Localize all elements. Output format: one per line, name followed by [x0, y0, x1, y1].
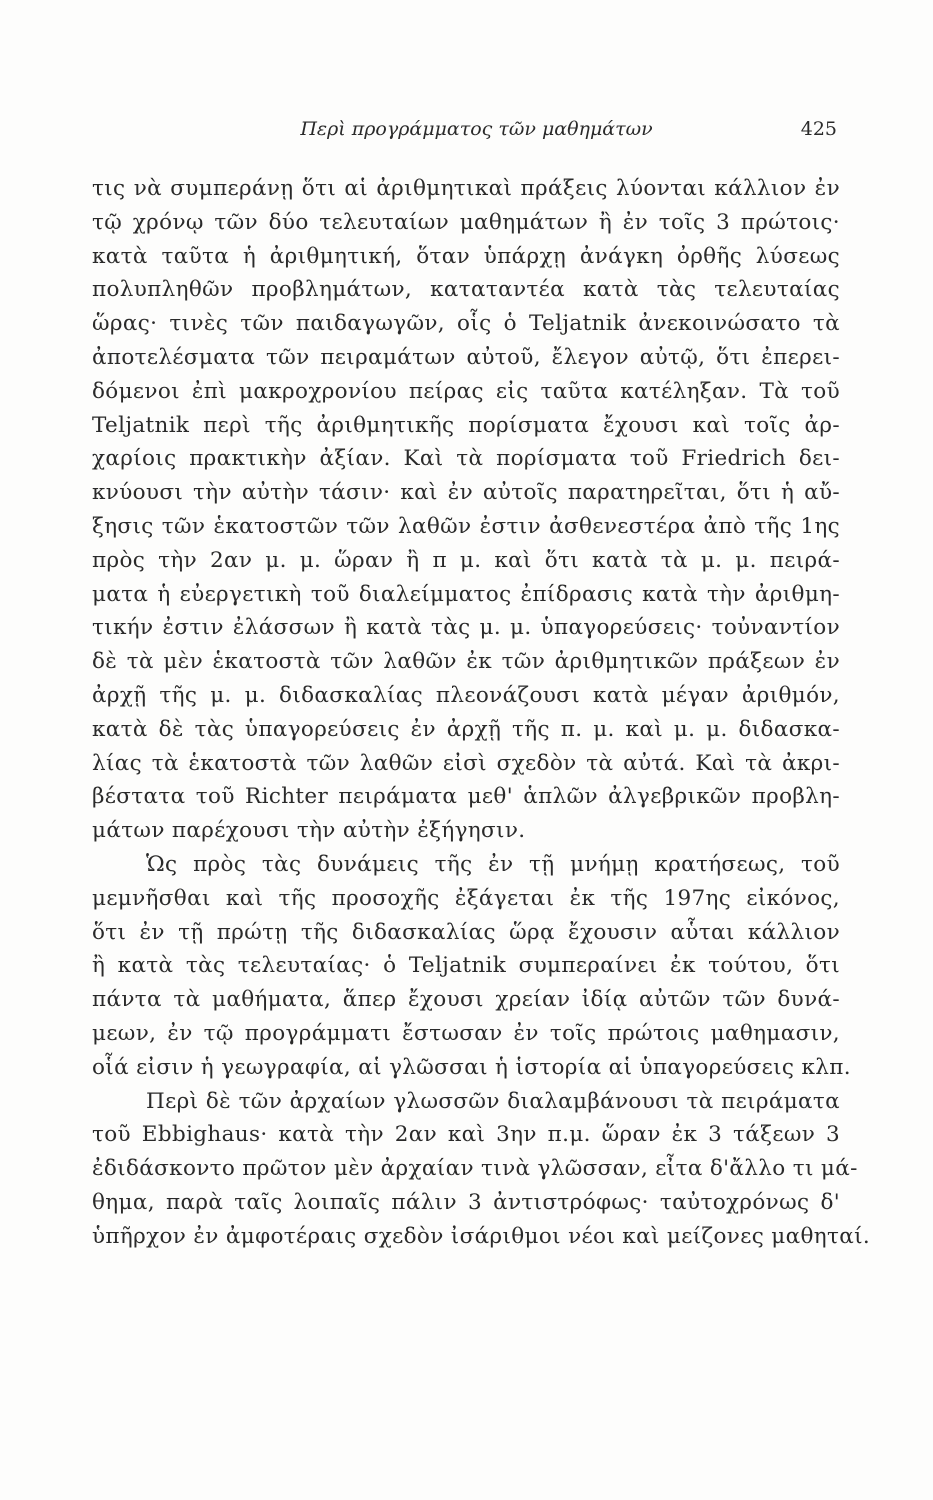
text-line: ἐδιδάσκοντο πρῶτον μὲν ἀρχαίαν τινὰ γλῶσσαν, εἶτα δ'ἄλλο τι μά- — [92, 1156, 858, 1182]
text-line: δόμενοι ἐπὶ μακροχρονίου πείρας εἰς ταῦτα κατέληξαν. Τὰ τοῦ — [92, 378, 840, 404]
text-line: ὥρας· τινὲς τῶν παιδαγωγῶν, οἷς ὁ Teljatnik ἀνεκοινώσατο τὰ — [92, 311, 840, 337]
text-line: τοῦ Ebbighaus· κατὰ τὴν 2αν καὶ 3ην π.μ. ὥραν ἐκ 3 τάξεων 3 — [92, 1122, 840, 1148]
text-line: ἢ κατὰ τὰς τελευταίας· ὁ Teljatnik συμπεραίνει ἐκ τούτου, ὅτι — [92, 953, 840, 979]
text-line: Ὡς πρὸς τὰς δυνάμεις τῆς ἐν τῇ μνήμῃ κρατήσεως, τοῦ — [146, 851, 840, 877]
text-line: τις νὰ συμπεράνῃ ὅτι αἱ ἀριθμητικαὶ πράξεις λύονται κάλλιον ἐν — [92, 176, 840, 201]
paragraph-container — [92, 172, 871, 1254]
text-line: οἷά εἰσιν ἡ γεωγραφία, αἱ γλῶσσαι ἡ ἱστορία αἱ ὑπαγορεύσεις κλπ. — [92, 1054, 851, 1080]
body-text — [92, 172, 871, 1254]
text-line: ἀποτελέσματα τῶν πειραμάτων αὐτοῦ, ἔλεγον αὐτῷ, ὅτι ἐπερει- — [92, 344, 840, 370]
paragraph — [92, 172, 840, 848]
paragraph — [92, 848, 851, 1085]
text-line: πρὸς τὴν 2αν μ. μ. ὥραν ἢ π μ. καὶ ὅτι κατὰ τὰ μ. μ. πειρά- — [92, 547, 840, 573]
text-line: κνύουσι τὴν αὐτὴν τάσιν· καὶ ἐν αὐτοῖς παρατηρεῖται, ὅτι ἡ αὔ- — [92, 480, 840, 506]
text-line: μεων, ἐν τῷ προγράμματι ἔστωσαν ἐν τοῖς πρώτοις μαθημασιν, — [92, 1020, 840, 1046]
text-line: ὅτι ἐν τῇ πρώτῃ τῆς διδασκαλίας ὥρᾳ ἔχουσιν αὗται κάλλιον — [92, 919, 840, 945]
text-line: μάτων παρέχουσι τὴν αὐτὴν ἐξήγησιν. — [92, 818, 526, 844]
text-line: τικήν ἐστιν ἐλάσσων ἢ κατὰ τὰς μ. μ. ὑπαγορεύσεις· τοὐναντίον — [92, 615, 840, 641]
paragraph — [92, 1085, 871, 1254]
text-line: μεμνῆσθαι καὶ τῆς προσοχῆς ἐξάγεται ἐκ τῆς 197ης εἰκόνος, — [92, 885, 840, 911]
text-line: χαρίοις πρακτικὴν ἀξίαν. Καὶ τὰ πορίσματα τοῦ Friedrich δει- — [92, 446, 840, 472]
page-number: 425 — [800, 118, 837, 140]
text-line: ματα ἡ εὐεργετικὴ τοῦ διαλείμματος ἐπίδρασις κατὰ τὴν ἀριθμη- — [92, 581, 840, 607]
text-line: Περὶ δὲ τῶν ἀρχαίων γλωσσῶν διαλαμβάνουσι τὰ πειράματα — [146, 1088, 840, 1114]
running-title: Περὶ προγράμματος τῶν μαθημάτων — [300, 118, 653, 140]
text-line: Teljatnik περὶ τῆς ἀριθμητικῆς πορίσματα ἔχουσι καὶ τοῖς ἀρ- — [92, 412, 840, 438]
text-line: κατὰ ταῦτα ἡ ἀριθμητική, ὅταν ὑπάρχῃ ἀνάγκη ὀρθῆς λύσεως — [92, 243, 840, 269]
text-line: βέστατα τοῦ Richter πειράματα μεθ' ἁπλῶν ἀλγεβρικῶν προβλη- — [92, 784, 840, 810]
text-line: δὲ τὰ μὲν ἑκατοστὰ τῶν λαθῶν ἐκ τῶν ἀριθμητικῶν πράξεων ἐν — [92, 649, 840, 675]
text-line: λίας τὰ ἑκατοστὰ τῶν λαθῶν εἰσὶ σχεδὸν τὰ αὐτά. Καὶ τὰ ἀκρι- — [92, 750, 840, 776]
running-header — [0, 118, 933, 148]
text-line: ὑπῆρχον ἐν ἀμφοτέραις σχεδὸν ἰσάριθμοι νέοι καὶ μείζονες μαθηταί. — [92, 1223, 871, 1249]
text-line: θημα, παρὰ ταῖς λοιπαῖς πάλιν 3 ἀντιστρόφως· ταὐτοχρόνως δ' — [92, 1189, 840, 1215]
text-line: ἀρχῇ τῆς μ. μ. διδασκαλίας πλεονάζουσι κατὰ μέγαν ἀριθμόν, — [92, 682, 840, 708]
text-line: πάντα τὰ μαθήματα, ἅπερ ἔχουσι χρείαν ἰδίᾳ αὐτῶν τῶν δυνά- — [92, 987, 840, 1013]
text-line: κατὰ δὲ τὰς ὑπαγορεύσεις ἐν ἀρχῇ τῆς π. μ. καὶ μ. μ. διδασκα- — [92, 716, 840, 742]
text-line: ξησις τῶν ἑκατοστῶν τῶν λαθῶν ἐστιν ἀσθενεστέρα ἀπὸ τῆς 1ης — [92, 513, 840, 539]
text-line: πολυπληθῶν προβλημάτων, καταταντέα κατὰ τὰς τελευταίας — [92, 277, 840, 303]
text-line: τῷ χρόνῳ τῶν δύο τελευταίων μαθημάτων ἢ ἐν τοῖς 3 πρώτοις· — [92, 209, 840, 235]
